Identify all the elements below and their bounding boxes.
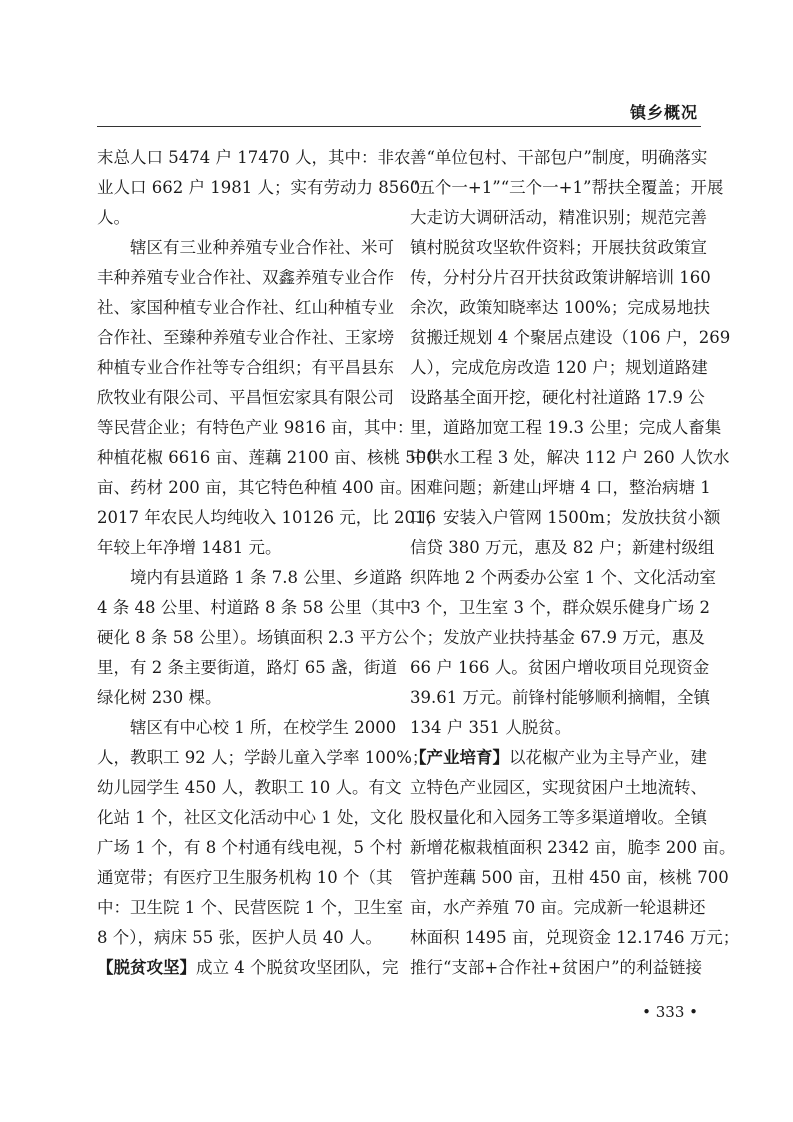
line-text: 种植专业合作社等专合组织；有平昌县东	[97, 358, 394, 377]
text-line	[97, 473, 412, 503]
line-text: 口，安装入户管网 1500m；发放扶贫小额	[410, 508, 721, 527]
line-text: 镇村脱贫攻坚软件资料；开展扶贫政策宣	[410, 238, 707, 257]
line-text: 织阵地 2 个两委办公室 1 个、文化活动室	[410, 568, 716, 587]
line-text: 立特色产业园区，实现贫困户土地流转、	[410, 778, 707, 797]
section-header-title: 镇乡概况	[629, 103, 698, 122]
text-line	[410, 623, 705, 653]
line-text: 里，道路加宽工程 19.3 公里；完成人畜集	[410, 418, 722, 437]
line-text: 亩，水产养殖 70 亩。完成新一轮退耕还	[410, 898, 706, 917]
paragraph	[97, 143, 421, 233]
text-line	[97, 923, 389, 953]
line-text: 欣牧业有限公司、平昌恒宏家具有限公司	[97, 388, 394, 407]
text-line	[410, 293, 710, 323]
line-text: 设路基全面开挖，硬化村社道路 17.9 公	[410, 388, 705, 407]
text-line	[97, 443, 437, 473]
text-line	[410, 563, 716, 593]
line-text: 推行“支部+合作社+贫困户”的利益链接	[410, 958, 703, 977]
line-text: 合作社、至臻种养殖专业合作社、王家塝	[97, 328, 394, 347]
text-line	[410, 893, 706, 923]
text-line	[410, 833, 736, 863]
line-text: 3 个，卫生室 3 个，群众娱乐健身广场 2	[410, 598, 710, 617]
text-line	[410, 743, 707, 773]
line-text: 人），完成危房改造 120 户；规划道路建	[410, 358, 708, 377]
text-line	[410, 473, 711, 503]
text-line	[97, 263, 394, 293]
line-text: 困难问题；新建山坪塘 4 口，整治病塘 1	[410, 478, 711, 497]
text-line	[97, 203, 389, 233]
text-line	[410, 353, 708, 383]
text-line	[97, 173, 421, 203]
text-line	[97, 503, 436, 533]
line-text: 通宽带；有医疗卫生服务机构 10 个（其	[97, 868, 393, 887]
line-text: 林面积 1495 亩，兑现资金 12.1746 万元；	[410, 928, 740, 947]
page-number: • 333 •	[642, 1003, 698, 1021]
text-line	[97, 533, 389, 563]
paragraph	[97, 563, 412, 713]
line-text: 信贷 380 万元，惠及 82 户；新建村级组	[410, 538, 715, 557]
line-text: 贫搬迁规划 4 个聚居点建设（106 户，269	[410, 328, 731, 347]
line-text: 硬化 8 条 58 公里）。场镇面积 2.3 平方公	[97, 628, 409, 647]
line-text: 成立 4 个脱贫攻坚团队，完	[196, 958, 399, 977]
text-line	[410, 413, 722, 443]
line-text: 境内有县道路 1 条 7.8 公里、乡道路	[130, 568, 403, 587]
text-line	[410, 713, 702, 743]
text-line	[97, 293, 394, 323]
text-line	[97, 233, 394, 263]
text-line	[97, 563, 403, 593]
text-line	[410, 323, 731, 353]
line-text: 幼儿园学生 450 人，教职工 10 人。有文	[97, 778, 402, 797]
text-line	[410, 923, 740, 953]
text-line	[410, 173, 724, 203]
text-line	[410, 503, 721, 533]
text-line	[410, 863, 729, 893]
line-text: 绿化树 230 棵。	[97, 688, 222, 707]
text-line	[97, 653, 397, 683]
paragraph	[97, 713, 429, 953]
line-text: 亩、药材 200 亩，其它特色种植 400 亩。	[97, 478, 412, 497]
line-text: 新增花椒栽植面积 2342 亩，脆李 200 亩。	[410, 838, 736, 857]
line-text: 2017 年农民人均纯收入 10126 元，比 2016	[97, 508, 436, 527]
line-text: 个；发放产业扶持基金 67.9 万元，惠及	[410, 628, 705, 647]
text-line	[410, 143, 708, 173]
text-line	[410, 593, 710, 623]
line-text: 中供水工程 3 处，解决 112 户 260 人饮水	[410, 448, 730, 467]
text-line	[410, 203, 707, 233]
line-text: 39.61 万元。前锋村能够顺利摘帽，全镇	[410, 688, 710, 707]
line-text: 社、家国种植专业合作社、红山种植专业	[97, 298, 394, 317]
line-text: 善“单位包村、干部包户”制度，明确落实	[410, 148, 708, 167]
paragraph	[410, 143, 731, 743]
text-line	[97, 683, 389, 713]
paragraph	[410, 743, 740, 983]
line-text: 年较上年净增 1481 元。	[97, 538, 282, 557]
section-heading: 【产业培育】	[410, 748, 509, 767]
text-line	[410, 443, 730, 473]
line-text: 广场 1 个，有 8 个村通有线电视，5 个村	[97, 838, 403, 857]
line-text: 人，教职工 92 人；学龄儿童入学率 100%；	[97, 748, 429, 767]
text-line	[410, 683, 710, 713]
line-text: 股权量化和入园务工等多渠道增收。全镇	[410, 808, 707, 827]
text-line	[97, 743, 429, 773]
line-text: 末总人口 5474 户 17470 人，其中：非农	[97, 148, 411, 167]
line-text: 人。	[97, 208, 130, 227]
line-text: 丰种养殖专业合作社、双鑫养殖专业合作	[97, 268, 394, 287]
line-text: 4 条 48 公里、村道路 8 条 58 公里（其中	[97, 598, 412, 617]
text-line	[97, 383, 394, 413]
text-line	[97, 623, 409, 653]
text-line	[410, 233, 707, 263]
line-text: 业人口 662 户 1981 人；实有劳动力 8560	[97, 178, 421, 197]
text-line	[97, 413, 414, 443]
text-line	[410, 383, 705, 413]
paragraph	[97, 953, 399, 983]
text-line	[97, 773, 402, 803]
text-line	[97, 713, 397, 743]
line-text: 化站 1 个，社区文化活动中心 1 处，文化	[97, 808, 403, 827]
text-line	[97, 863, 393, 893]
line-text: 辖区有三业种养殖专业合作社、米可	[130, 238, 394, 257]
right-column	[410, 143, 740, 983]
paragraph	[97, 233, 437, 563]
line-text: 66 户 166 人。贫困户增收项目兑现资金	[410, 658, 710, 677]
header-rule	[97, 126, 701, 127]
text-line	[97, 143, 411, 173]
text-line	[97, 353, 394, 383]
text-line	[97, 893, 403, 923]
text-line	[97, 593, 412, 623]
line-text: 辖区有中心校 1 所，在校学生 2000	[130, 718, 397, 737]
text-line	[410, 803, 707, 833]
line-text: 中：卫生院 1 个、民营医院 1 个，卫生室	[97, 898, 403, 917]
text-line	[97, 803, 403, 833]
text-line	[97, 953, 399, 983]
line-text: 134 户 351 人脱贫。	[410, 718, 572, 737]
text-line	[97, 833, 403, 863]
text-line	[97, 323, 394, 353]
line-text: 余次，政策知晓率达 100%；完成易地扶	[410, 298, 710, 317]
text-line	[410, 533, 715, 563]
line-text: 等民营企业；有特色产业 9816 亩，其中：	[97, 418, 414, 437]
text-line	[410, 953, 702, 983]
line-text: 以花椒产业为主导产业，建	[509, 748, 707, 767]
section-heading: 【脱贫攻坚】	[97, 958, 196, 977]
line-text: 传，分村分片召开扶贫政策讲解培训 160	[410, 268, 711, 287]
line-text: 大走访大调研活动，精准识别；规范完善	[410, 208, 707, 227]
left-column	[97, 143, 437, 983]
line-text: “五个一+1”“三个一+1”帮扶全覆盖；开展	[410, 178, 724, 197]
line-text: 里，有 2 条主要街道，路灯 65 盏，街道	[97, 658, 397, 677]
text-line	[410, 773, 707, 803]
text-line	[410, 263, 711, 293]
line-text: 管护莲藕 500 亩，丑柑 450 亩，核桃 700	[410, 868, 729, 887]
text-line	[410, 653, 710, 683]
line-text: 8 个），病床 55 张，医护人员 40 人。	[97, 928, 382, 947]
line-text: 种植花椒 6616 亩、莲藕 2100 亩、核桃 500	[97, 448, 437, 467]
